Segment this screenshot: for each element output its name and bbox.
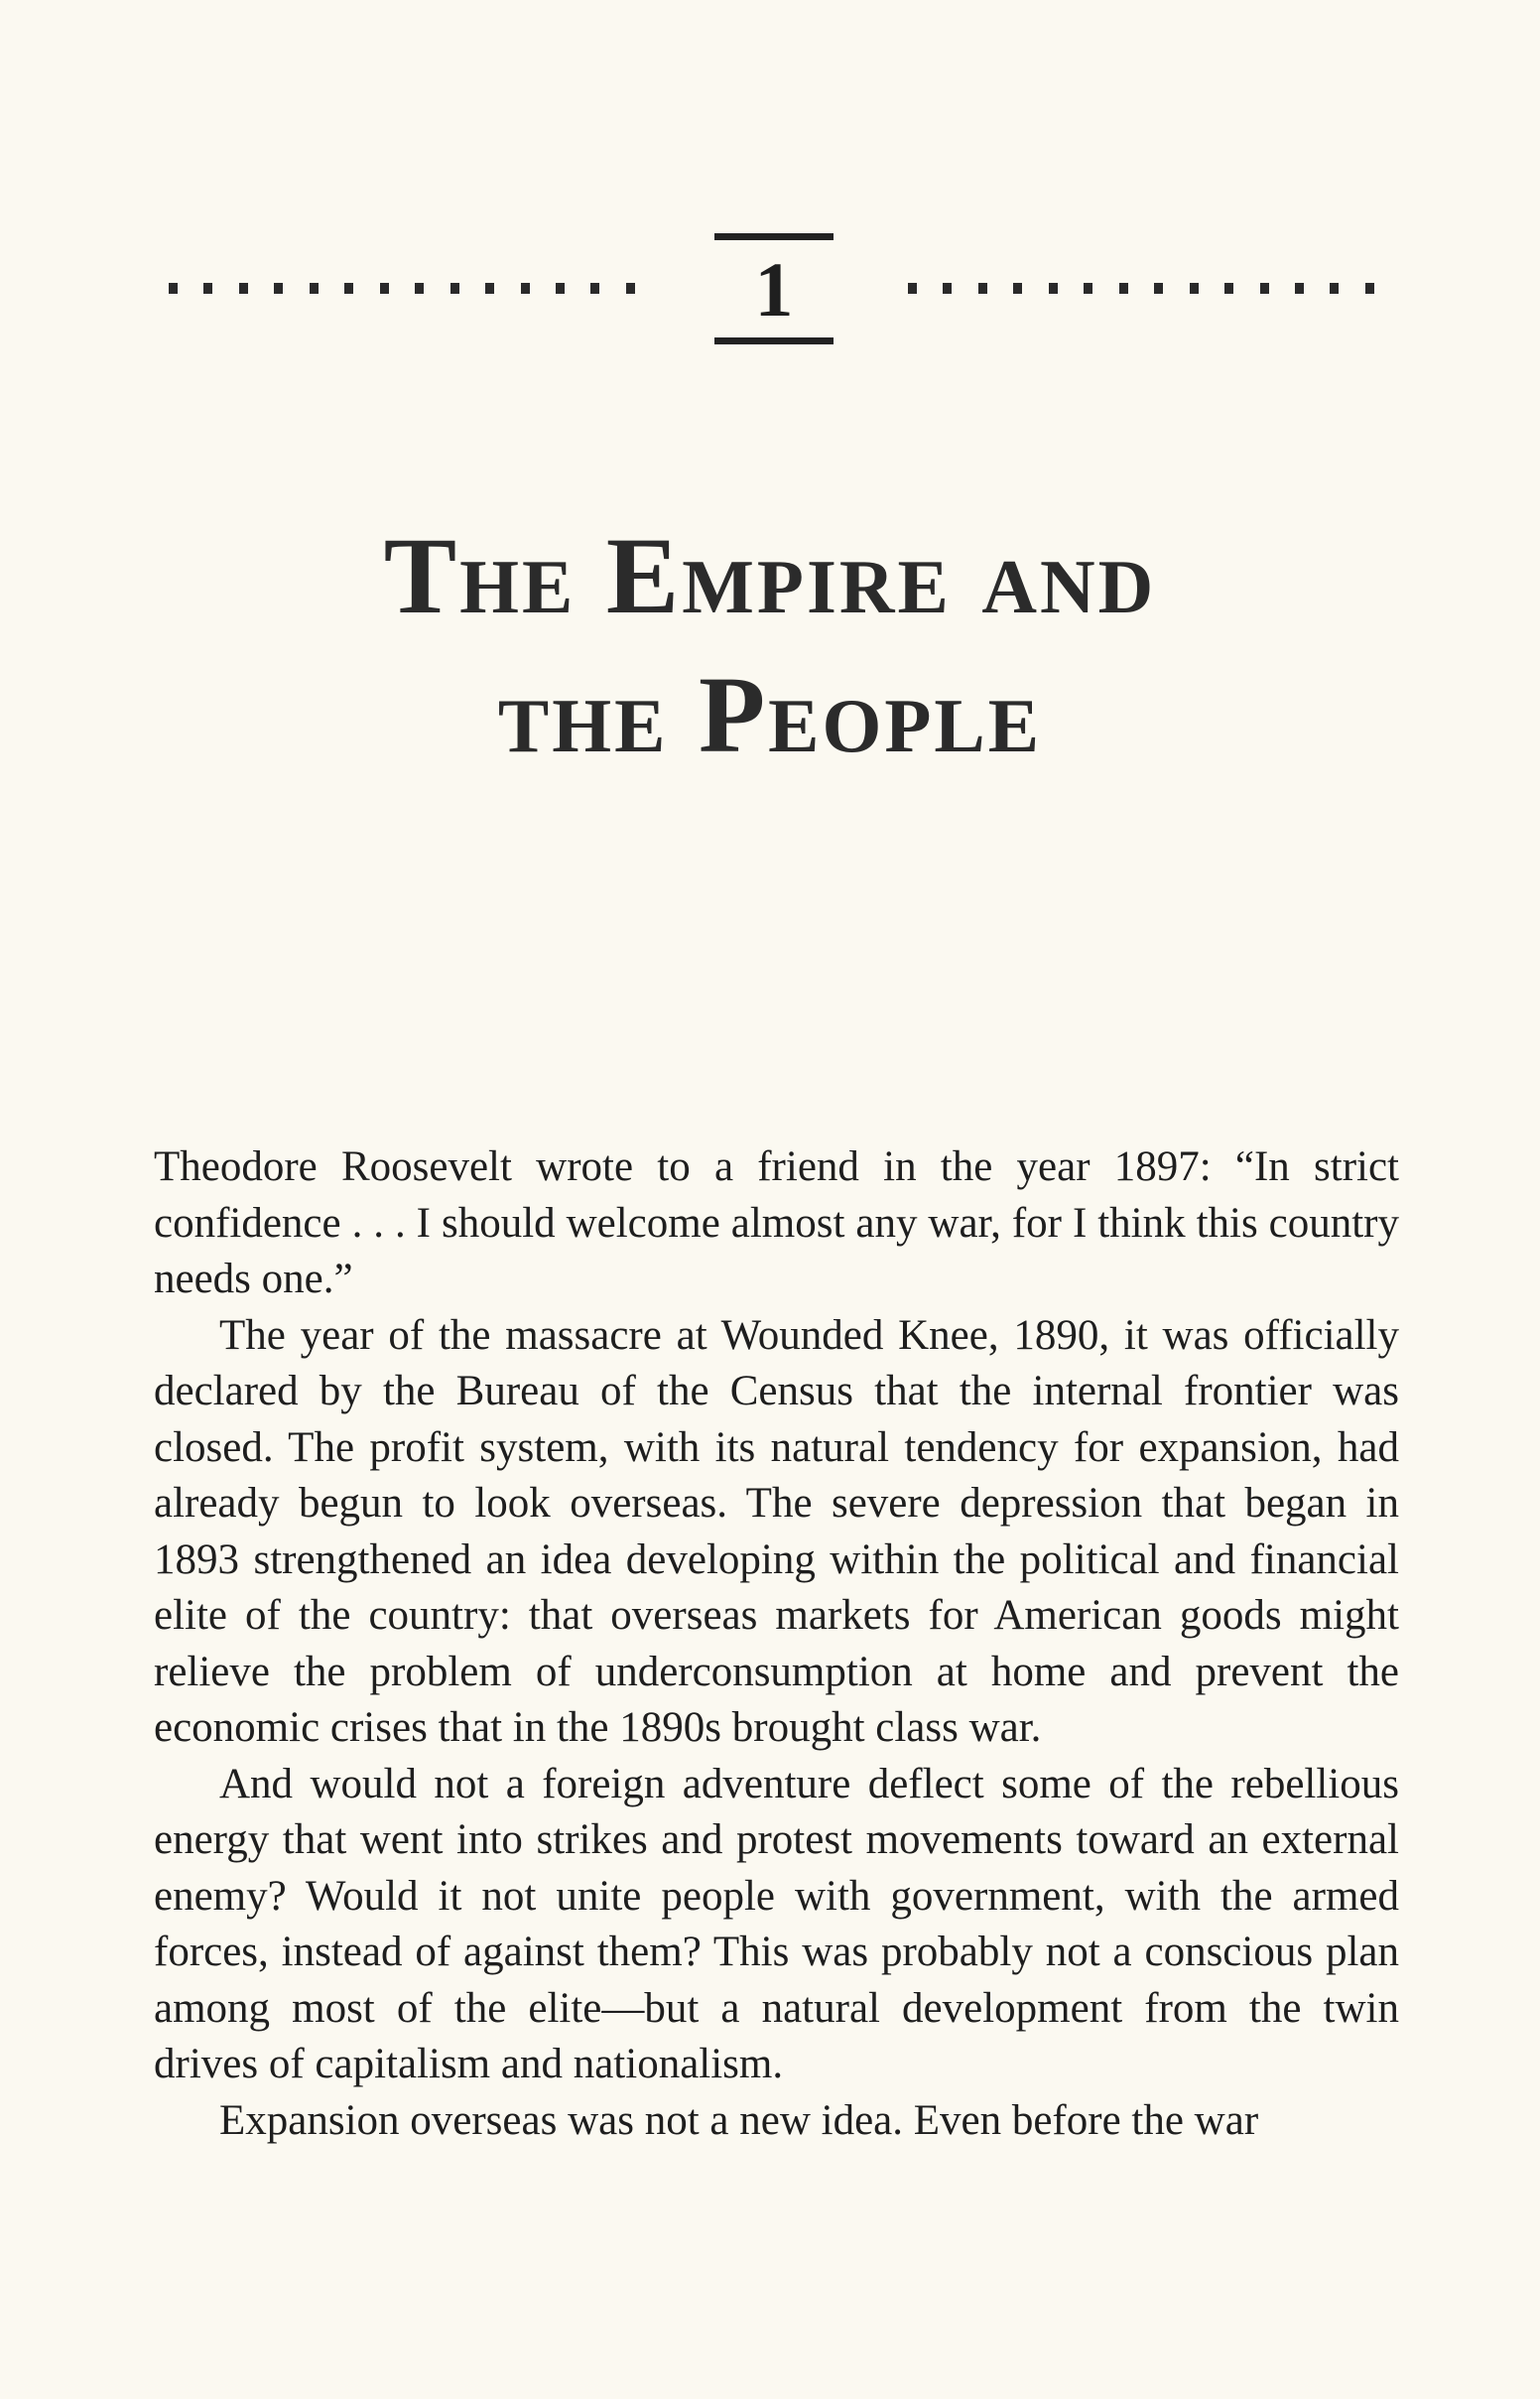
chapter-rule-top <box>714 233 834 240</box>
chapter-number: 1 <box>754 246 794 333</box>
body-text <box>154 1139 1399 2149</box>
paragraph: The year of the massacre at Wounded Knee, 1890, it was officially declared by the Bureau of the Census that the internal frontier was closed. The profit system, with its natural tendency for expansion, had already begun to look overseas. The severe depression that began in 1893 strengthened an idea developing within the political and financial elite of the country: that overseas markets for American goods might relieve the problem of underconsumption at home and prevent the economic crises that in the 1890s brought class war. <box>154 1311 1399 1751</box>
paragraph: Expansion overseas was not a new idea. Even before the war <box>219 2096 1259 2144</box>
chapter-title <box>0 506 1540 784</box>
chapter-rule-bottom <box>714 337 834 344</box>
chapter-header <box>0 233 1540 352</box>
chapter-title-line-2: the People <box>497 654 1043 775</box>
chapter-title-line-1: The Empire and <box>383 515 1157 636</box>
left-dot-leader <box>169 283 635 295</box>
right-dot-leader <box>908 283 1374 295</box>
chapter-number-box <box>714 233 834 348</box>
paragraph: Theodore Roosevelt wrote to a friend in the year 1897: “In strict confidence . . . I should welcome almost any war, for I think this country needs one.” <box>154 1143 1399 1302</box>
paragraph: And would not a foreign adventure deflect some of the rebellious energy that went into strikes and protest movements toward an external enemy? Would it not unite people with government, with the armed forces, instead of against them? This was probably not a conscious plan among most of the elite—but a natural development from the twin drives of capitalism and nationalism. <box>154 1760 1399 2087</box>
